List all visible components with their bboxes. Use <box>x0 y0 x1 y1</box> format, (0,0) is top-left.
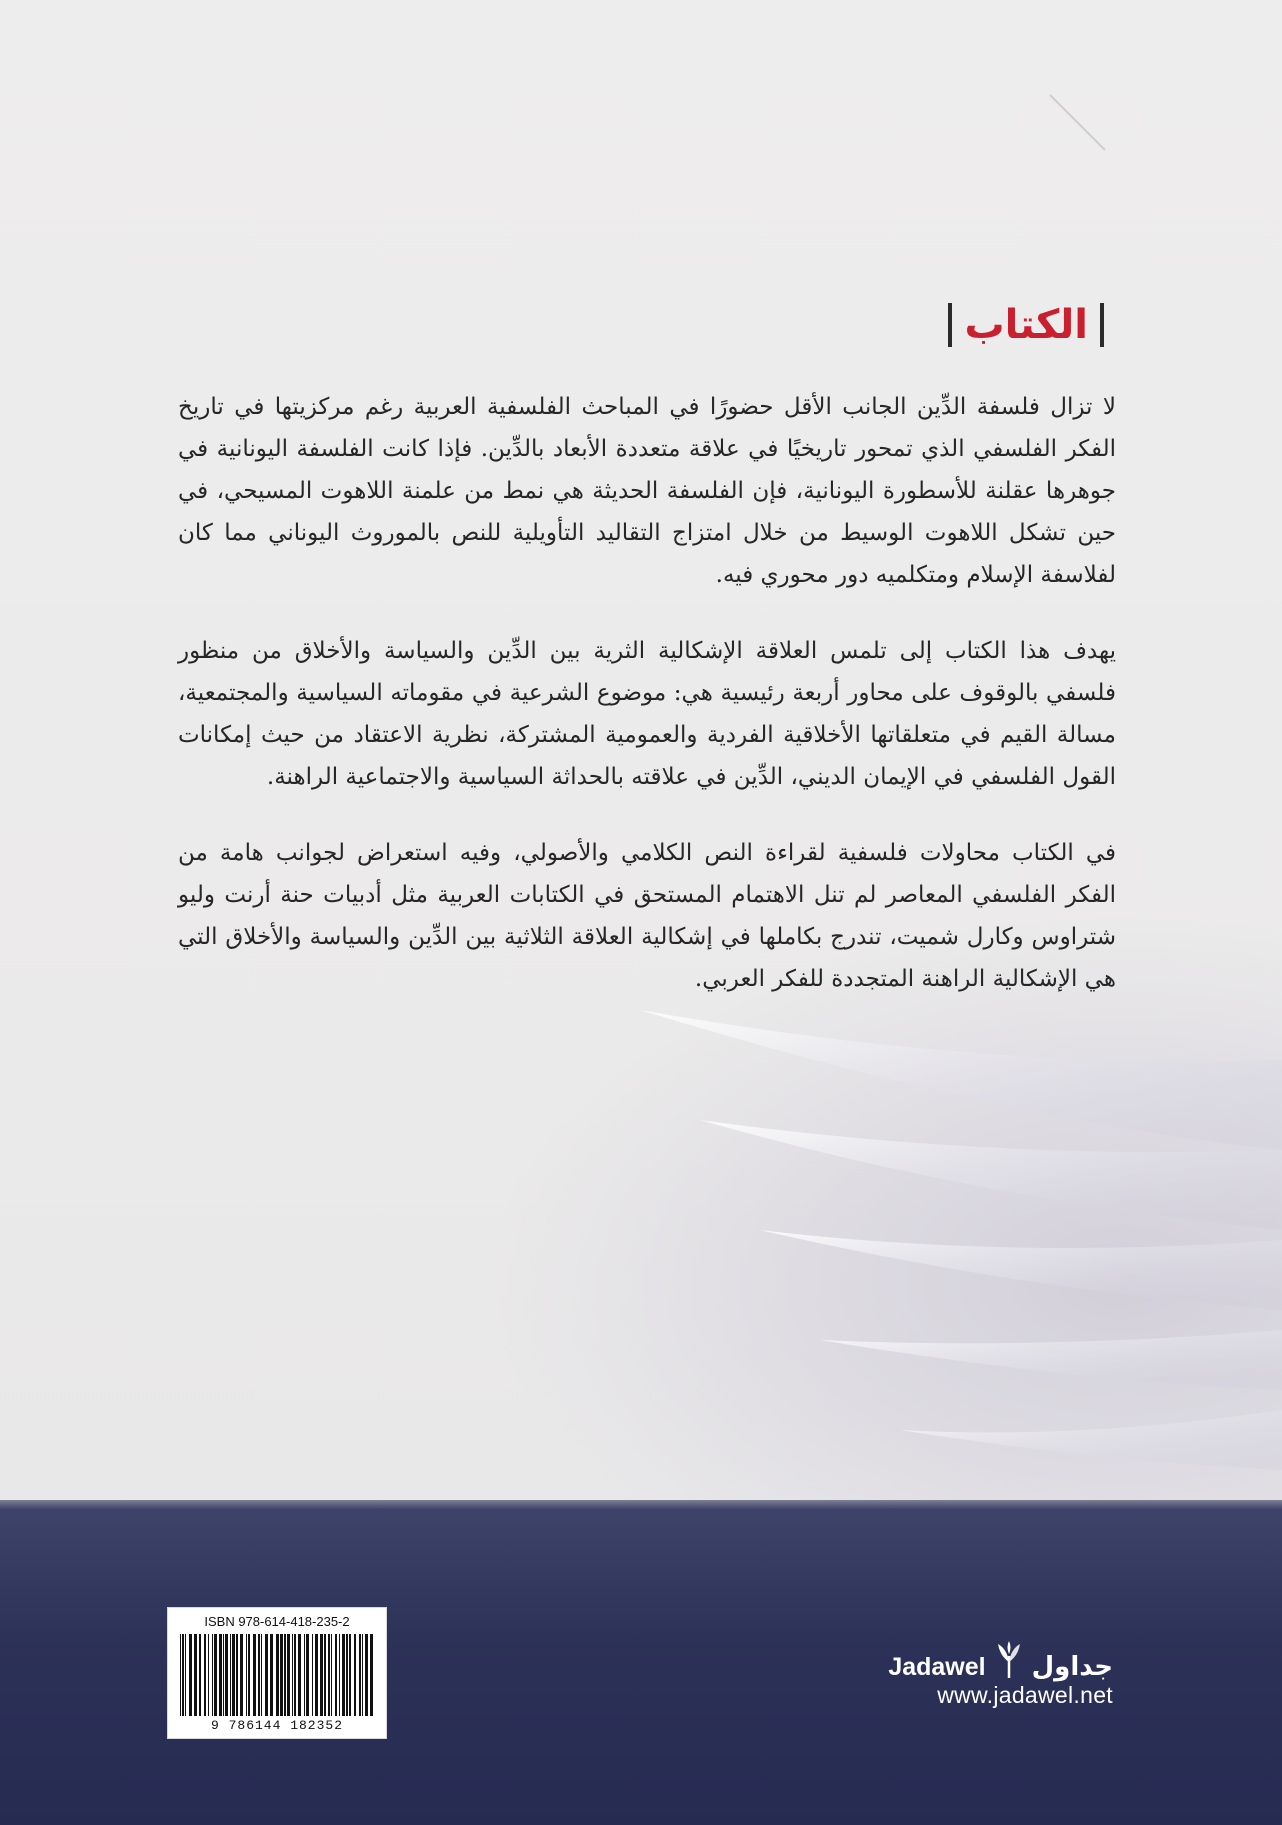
barcode-bar <box>212 1634 213 1716</box>
barcode-bar <box>370 1634 373 1716</box>
barcode-bar <box>276 1634 279 1716</box>
barcode-bar <box>354 1634 356 1716</box>
barcode-bar <box>204 1634 206 1716</box>
barcode-bar <box>232 1634 235 1716</box>
barcode-digits: 9 786144 182352 <box>210 1718 344 1733</box>
isbn-label: ISBN 978-614-418-235-2 <box>204 1614 350 1629</box>
paragraph: لا تزال فلسفة الدِّين الجانب الأقل حضورًا في المباحث الفلسفية العربية رغم مركزيتها في تاريخ الفكر الفلسفي الذي تمحور تاريخيًا في علاقة متعددة الأبعاد بالدِّين. فإذا كانت الفلسفة اليونانية في جوهرها عقلنة للأسطورة اليونانية، فإن الفلسفة الحديثة هي نمط من علمنة اللاهوت المسيحي، في حين تشكل اللاهوت الوسيط من خلال امتزاج التقاليد التأويلية للنص بالموروث اليوناني مما كان لفلاسفة الإسلام ومتكلميه دور محوري فيه. <box>178 394 1116 588</box>
barcode-bar <box>287 1634 290 1716</box>
barcode-bar <box>194 1634 197 1716</box>
publisher-leaf-icon <box>994 1640 1024 1680</box>
barcode-bar <box>236 1634 238 1716</box>
barcode-bar <box>298 1634 301 1716</box>
barcode-bar <box>258 1634 260 1716</box>
barcode-bar <box>261 1634 262 1716</box>
barcode-bar <box>208 1634 209 1716</box>
isbn-barcode <box>167 1607 387 1739</box>
barcode-bar <box>180 1634 181 1716</box>
publisher-name-arabic: جداول <box>1031 1652 1113 1682</box>
barcode-bar <box>223 1634 224 1716</box>
barcode-bar <box>280 1634 283 1716</box>
barcode-bar <box>339 1634 340 1716</box>
barcode-bar <box>335 1634 337 1716</box>
barcode-bar <box>315 1634 318 1716</box>
book-description <box>178 386 1116 1034</box>
barcode-bar <box>294 1634 296 1716</box>
heading-bar-right <box>1100 303 1104 347</box>
barcode-bar <box>342 1634 345 1716</box>
barcode-bar <box>365 1634 368 1716</box>
publisher-logo <box>868 1640 1113 1720</box>
barcode-bar <box>248 1634 250 1716</box>
barcode-bar <box>359 1634 361 1716</box>
paragraph: في الكتاب محاولات فلسفية لقراءة النص الكلامي والأصولي، وفيه استعراض لجوانب هامة من الفكر الفلسفي المعاصر لم تنل الاهتمام المستحق في الكتابات العربية مثل أدبيات حنة أرنت وليو شتراوس وكارل شميت، تندرج بكاملها في إشكالية العلاقة الثلاثية بين الدِّين والسياسة والأخلاق التي هي الإشكالية الراهنة المتجددة للفكر العربي. <box>178 840 1116 992</box>
barcode-bar <box>214 1634 217 1716</box>
barcode-bar <box>362 1634 363 1716</box>
barcode-bar <box>328 1634 330 1716</box>
paragraph: يهدف هذا الكتاب إلى تلمس العلاقة الإشكالية الثرية بين الدِّين والسياسة والأخلاق من منظور فلسفي بالوقوف على محاور أربعة رئيسية هي: موضوع الشرعية في مقوماته السياسية والمجتمعية، مسالة القيم في متعلقاتها الأخلاقية الفردية والعمومية المشتركة، نظرية الاعتقاد من حيث إمكانات القول الفلسفي في الإيمان الديني، الدِّين في علاقته بالحداثة السياسية والاجتماعية الراهنة. <box>178 638 1116 790</box>
heading-title: الكتاب <box>964 302 1088 348</box>
barcode-bar <box>225 1634 228 1716</box>
barcode-bar <box>219 1634 222 1716</box>
barcode-bar <box>320 1634 323 1716</box>
barcode-bar <box>349 1634 351 1716</box>
heading-bar-left <box>948 303 952 347</box>
barcode-bar <box>284 1634 286 1716</box>
barcode-bar <box>312 1634 313 1716</box>
barcode-bar <box>246 1634 247 1716</box>
barcode-bar <box>292 1634 293 1716</box>
barcode-bar <box>182 1634 184 1716</box>
barcode-bar <box>270 1634 273 1716</box>
section-heading <box>948 300 1104 350</box>
barcode-bar <box>253 1634 256 1716</box>
barcode-bar <box>304 1634 305 1716</box>
barcode-bar <box>324 1634 326 1716</box>
publisher-website: www.jadawel.net <box>937 1682 1113 1708</box>
barcode-bar <box>230 1634 231 1716</box>
barcode-bar <box>199 1634 201 1716</box>
barcode-bars <box>178 1634 376 1716</box>
barcode-bar <box>185 1634 186 1716</box>
barcode-bar <box>331 1634 332 1716</box>
barcode-bar <box>189 1634 192 1716</box>
footer-top-line <box>0 1500 1282 1510</box>
barcode-bar <box>240 1634 243 1716</box>
publisher-name-latin: Jadawel <box>888 1653 986 1681</box>
barcode-bar <box>265 1634 268 1716</box>
barcode-bar <box>306 1634 309 1716</box>
barcode-bar <box>346 1634 348 1716</box>
